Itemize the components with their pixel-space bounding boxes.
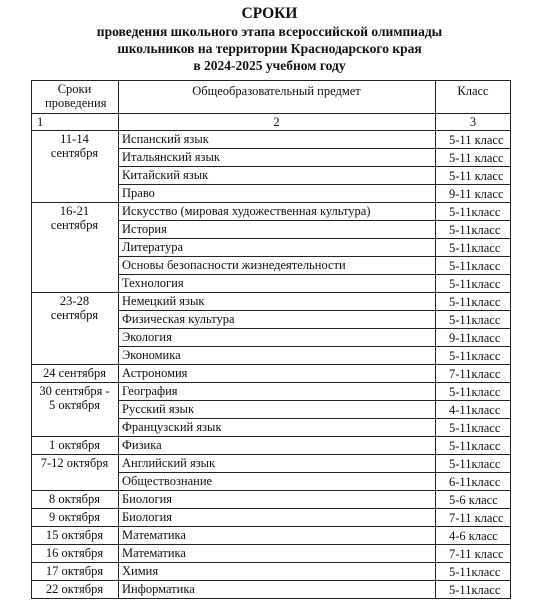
date-cell: 30 сентября - 5 октября	[39, 384, 110, 412]
header-rule	[31, 113, 511, 114]
date-group-rule	[31, 364, 118, 365]
grade-cell: 5-11класс	[449, 385, 501, 399]
column-divider-2	[435, 80, 436, 598]
date-cell: 23-28 сентября	[50, 294, 99, 322]
subject-cell: Физика	[122, 438, 162, 452]
row-rule	[118, 436, 511, 437]
subject-cell: Экономика	[122, 348, 181, 362]
subject-cell: Физическая культура	[122, 312, 235, 326]
date-group-rule	[31, 598, 118, 599]
grade-cell: 5-11класс	[449, 421, 501, 435]
grade-cell: 5-11класс	[449, 259, 501, 273]
row-rule	[118, 346, 511, 347]
row-rule	[118, 310, 511, 311]
date-group-rule	[31, 382, 118, 383]
subject-cell: Обществознание	[122, 474, 213, 488]
row-rule	[118, 220, 511, 221]
grade-cell: 9-11 класс	[449, 187, 504, 201]
date-cell: 16-21 сентября	[50, 204, 99, 232]
subject-cell: Право	[122, 186, 155, 200]
row-rule	[118, 238, 511, 239]
subject-cell: Математика	[122, 528, 186, 542]
row-rule	[118, 562, 511, 563]
date-cell: 24 сентября	[43, 366, 106, 380]
grade-cell: 5-6 класс	[449, 493, 498, 507]
row-rule	[118, 166, 511, 167]
date-group-rule	[31, 544, 118, 545]
document-subtitle-line-1: проведения школьного этапа всероссийской олимпиады	[96, 24, 443, 39]
subject-cell: Китайский язык	[122, 168, 209, 182]
subject-cell: Английский язык	[122, 456, 216, 470]
grade-cell: 5-11класс	[449, 313, 501, 327]
row-rule	[118, 148, 511, 149]
row-rule	[118, 328, 511, 329]
date-group-rule	[31, 580, 118, 581]
grade-cell: 5-11класс	[449, 457, 501, 471]
date-group-rule	[31, 508, 118, 509]
column-number-3: 3	[469, 115, 477, 129]
header-subject: Общеобразовательный предмет	[192, 84, 361, 98]
date-cell: 16 октября	[45, 546, 104, 560]
row-rule	[118, 580, 511, 581]
column-divider-1	[118, 80, 119, 598]
date-group-rule	[31, 562, 118, 563]
table-border-right	[510, 80, 511, 598]
subject-cell: Экология	[122, 330, 172, 344]
date-cell: 9 октября	[49, 510, 100, 524]
subject-cell: Испанский язык	[122, 132, 209, 146]
subject-cell: Астрономия	[122, 366, 188, 380]
row-rule	[118, 202, 511, 203]
date-cell: 8 октября	[49, 492, 100, 506]
date-group-rule	[31, 490, 118, 491]
grade-cell: 5-11 класс	[449, 169, 504, 183]
grade-cell: 5-11класс	[449, 223, 501, 237]
row-rule	[118, 418, 511, 419]
grade-cell: 5-11 класс	[449, 151, 504, 165]
row-rule	[118, 472, 511, 473]
row-rule	[118, 454, 511, 455]
row-rule	[118, 490, 511, 491]
date-group-rule	[31, 454, 118, 455]
subject-cell: Химия	[122, 564, 159, 578]
row-rule	[118, 508, 511, 509]
grade-cell: 7-11класс	[449, 367, 501, 381]
header-dates: Сроки проведения	[45, 82, 107, 110]
grade-cell: 5-11 класс	[449, 133, 504, 147]
date-cell: 11-14 сентября	[50, 132, 99, 160]
grade-cell: 9-11класс	[449, 331, 501, 345]
subject-cell: Математика	[122, 546, 186, 560]
row-rule	[118, 382, 511, 383]
subject-cell: Технология	[122, 276, 184, 290]
date-cell: 7-12 октября	[40, 456, 109, 470]
row-rule	[118, 184, 511, 185]
document-subtitle-line-2: школьников на территории Краснодарского края	[117, 41, 422, 56]
date-cell: 15 октября	[45, 528, 104, 542]
grade-cell: 5-11класс	[449, 565, 501, 579]
grade-cell: 5-11класс	[449, 205, 501, 219]
row-rule	[118, 256, 511, 257]
grade-cell: 5-11класс	[449, 295, 501, 309]
document-title: СРОКИ	[241, 5, 298, 22]
row-rule	[118, 526, 511, 527]
subject-cell: Биология	[122, 510, 173, 524]
subject-cell: Основы безопасности жизнедеятельности	[122, 258, 346, 272]
row-rule	[118, 400, 511, 401]
row-rule	[118, 274, 511, 275]
date-group-rule	[31, 526, 118, 527]
subject-cell: Французский язык	[122, 420, 222, 434]
grade-cell: 5-11класс	[449, 349, 501, 363]
grade-cell: 4-11класс	[449, 403, 501, 417]
row-rule	[118, 598, 511, 599]
column-number-1: 1	[37, 115, 44, 129]
grade-cell: 5-11класс	[449, 439, 501, 453]
subject-cell: Биология	[122, 492, 173, 506]
date-group-rule	[31, 292, 118, 293]
subject-cell: География	[122, 384, 178, 398]
grade-cell: 5-11класс	[449, 241, 501, 255]
column-number-2: 2	[273, 115, 280, 129]
schedule-table	[31, 80, 511, 600]
grade-cell: 4-6 класс	[449, 529, 498, 543]
header-grade: Класс	[457, 84, 489, 98]
date-group-rule	[31, 436, 118, 437]
table-border-top	[31, 80, 511, 81]
row-rule	[118, 544, 511, 545]
date-cell: 1 октября	[49, 438, 100, 452]
subject-cell: Русский язык	[122, 402, 195, 416]
row-rule	[118, 364, 511, 365]
grade-cell: 5-11класс	[449, 583, 501, 597]
grade-cell: 7-11 класс	[449, 511, 504, 525]
subject-cell: Искусство (мировая художественная культура)	[122, 204, 371, 218]
document-subtitle-line-3: в 2024-2025 учебном году	[193, 58, 346, 73]
grade-cell: 6-11класс	[449, 475, 501, 489]
date-cell: 17 октября	[45, 564, 104, 578]
grade-cell: 7-11 класс	[449, 547, 504, 561]
grade-cell: 5-11класс	[449, 277, 501, 291]
subject-cell: Информатика	[122, 582, 195, 596]
number-row-rule	[31, 130, 511, 131]
subject-cell: История	[122, 222, 167, 236]
subject-cell: Итальянский язык	[122, 150, 220, 164]
date-cell: 22 октября	[45, 582, 104, 596]
subject-cell: Немецкий язык	[122, 294, 205, 308]
subject-cell: Литература	[122, 240, 183, 254]
date-group-rule	[31, 202, 118, 203]
row-rule	[118, 292, 511, 293]
